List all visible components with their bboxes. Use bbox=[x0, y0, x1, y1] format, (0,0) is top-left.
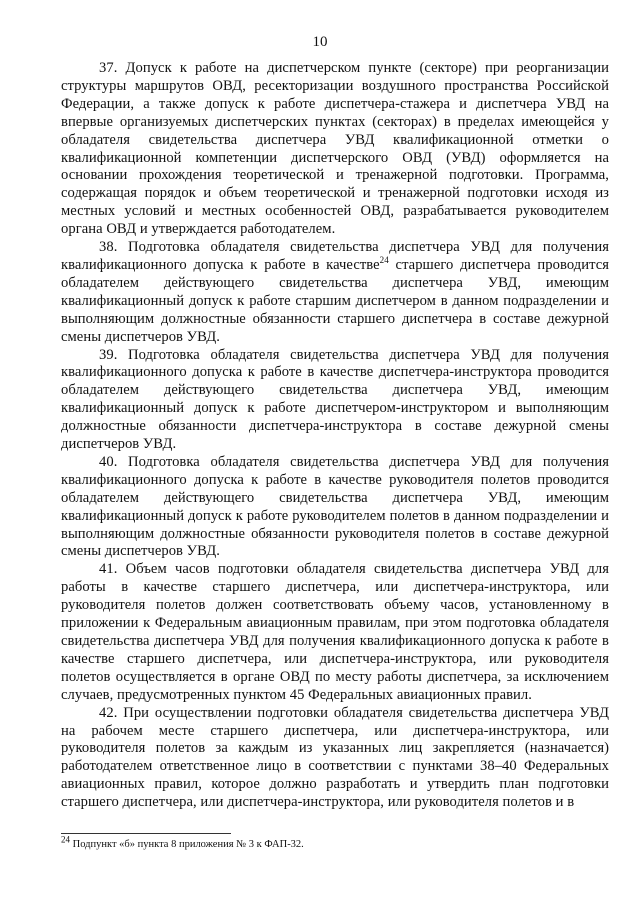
document-body bbox=[61, 60, 609, 812]
footnote-mark: 24 bbox=[61, 834, 70, 845]
paragraph-38 bbox=[61, 239, 609, 346]
page-number: 10 bbox=[312, 34, 328, 50]
paragraph-37: 37. Допуск к работе на диспетчерском пункте (секторе) при реорганизации структуры маршрутов ОВД, ресекторизации воздушного пространства Российской Федерации, а также допуск к работе диспетчера-стажера и диспетчера УВД на впервые организуемых диспетчерских пунктах (секторах) в пределах имеющейся у обладателя свидетельства диспетчера УВД квалификационной отметки о квалификационной компетенции диспетчерского ОВД (УВД) оформляется на основании прохождения теоретической и тренажерной подготовки. Программа, содержащая порядок и объем теоретической и тренажерной подготовки исходя из местных условий и местных особенностей ОВД, разрабатывается руководителем органа ОВД и утверждается работодателем. bbox=[61, 60, 609, 238]
footnote-text: Подпункт «б» пункта 8 приложения № 3 к ФАП-32. bbox=[70, 839, 304, 850]
paragraph-39: 39. Подготовка обладателя свидетельства диспетчера УВД для получения квалификационного допуска к работе в качестве диспетчера-инструктора проводится обладателем действующего свидетельства диспетчера УВД, имеющим квалификационный допуск к работе диспетчером-инструктором и выполняющим должностные обязанности диспетчера-инструктора в составе дежурной смены диспетчеров УВД. bbox=[61, 346, 609, 453]
paragraph-38-end: старшего диспетчера проводится обладателем действующего свидетельства диспетчера УВД, имеющим квалификационный допуск к работе старшим диспетчером в данном подразделении и выполняющим должностные обязанности старшего диспетчера в составе дежурной смены диспетчеров УВД. bbox=[61, 256, 609, 345]
footnote bbox=[61, 834, 304, 851]
paragraph-40: 40. Подготовка обладателя свидетельства диспетчера УВД для получения квалификационного допуска к работе в качестве руководителя полетов проводится обладателем действующего свидетельства диспетчера УВД, имеющим квалификационный допуск к работе руководителем полетов в данном подразделении и выполняющим должностные обязанности руководителя полетов в составе дежурной смены диспетчеров УВД. bbox=[61, 453, 609, 560]
paragraph-42: 42. При осуществлении подготовки обладателя свидетельства диспетчера УВД на рабочем месте старшего диспетчера, или диспетчера-инструктора, или руководителя полетов за каждым из указанных лиц закрепляется (назначается) работодателем ответственное лицо в соответствии с пунктами 38–40 Федеральных авиационных правил, которое должно разработать и утвердить план подготовки старшего диспетчера, или диспетчера-инструктора, или руководителя полетов и в bbox=[61, 704, 609, 811]
footnote-ref: 24 bbox=[379, 255, 389, 266]
paragraph-41: 41. Объем часов подготовки обладателя свидетельства диспетчера УВД для работы в качестве старшего диспетчера, или диспетчера-инструктора, или руководителя полетов должен соответствовать объему часов, установленному в приложении к Федеральным авиационным правилам, при этом подготовка обладателя свидетельства диспетчера УВД для получения квалификационного допуска к работе в качестве старшего диспетчера, или диспетчера-инструктора, или руководителя полетов осуществляется в органе ОВД по месту работы диспетчера, за исключением случаев, предусмотренных пунктом 45 Федеральных авиационных правил. bbox=[61, 561, 609, 703]
footnote-divider bbox=[61, 833, 231, 834]
paragraph-38-start: 38. Подготовка обладателя свидетельства диспетчера УВД для получения квалификационного допуска к работе в качестве bbox=[61, 239, 609, 273]
